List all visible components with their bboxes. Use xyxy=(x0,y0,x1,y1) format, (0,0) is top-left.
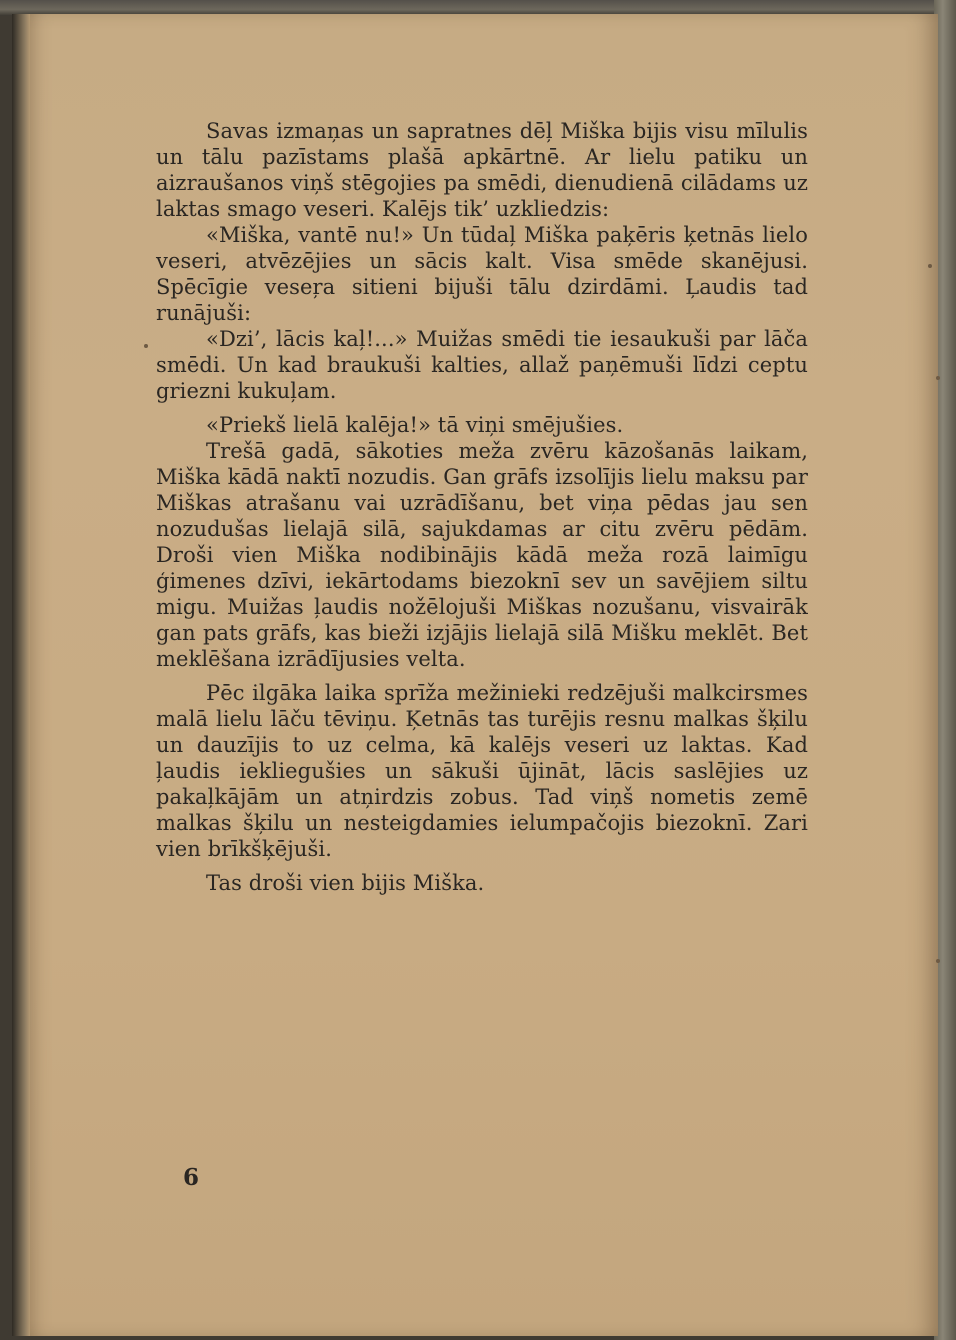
paper-speck xyxy=(144,344,148,348)
body-text xyxy=(156,118,808,896)
paragraph-4: «Priekš lielā kalēja!» tā viņi smējušies. xyxy=(206,413,624,437)
paragraph-2: «Miška, vantē nu!» Un tūdaļ Miška paķēris ķetnās lielo veseri, atvēzējies un sācis kalt. Visa smēde skanējusi. Spēcīgie veseŗa sitieni bijuši tālu dzirdāmi. Ļaudis tad runājuši: xyxy=(156,223,808,325)
page-gutter-shadow xyxy=(12,14,30,1336)
page-number: 6 xyxy=(183,1164,200,1191)
paper-speck xyxy=(928,264,932,268)
paper-speck xyxy=(936,959,940,963)
paragraph-6: Pēc ilgāka laika sprīža mežinieki redzējuši malkcirsmes malā lielu lāču tēviņu. Ķetnās tas turējis resnu malkas šķilu un dauzījis to uz celma, kā kalējs veseri uz laktas. Kad ļaudis iekliegušies un sākuši ūjināt, lācis saslējies uz pakaļkājām un atņirdzis zobus. Tad viņš nometis zemē malkas šķilu un nesteigdamies ielumpačojis biezoknī. Zari vien brīkšķējuši. xyxy=(156,681,808,861)
paragraph-3: «Dzi’, lācis kaļ!...» Muižas smēdi tie iesaukuši par lāča smēdi. Un kad braukuši kalties, allaž paņēmuši līdzi ceptu griezni kukuļam. xyxy=(156,327,808,403)
paper-speck xyxy=(936,376,940,380)
paragraph-5: Trešā gadā, sākoties meža zvēru kāzošanās laikam, Miška kādā naktī nozudis. Gan grāfs izsolījis lielu maksu par Miškas atrašanu vai uzrādīšanu, bet viņa pēdas jau sen nozudušas lielajā silā, sajukdamas ar citu zvēru pēdām. Droši vien Miška nodibinājis kādā meža rozā laimīgu ģimenes dzīvi, iekārtodams biezoknī sev un savējiem siltu migu. Muižas ļaudis nožēlojuši Miškas nozušanu, visvairāk gan pats grāfs, kas bieži izjājis lielajā silā Mišku meklēt. Bet meklēšana izrādījusies velta. xyxy=(156,439,808,671)
paragraph-1: Savas izmaņas un sapratnes dēļ Miška bijis visu mīlulis un tālu pazīstams plašā apkārtnē. Ar lielu patiku un aizraušanos viņš stēgojies pa smēdi, dienudienā cilādams uz laktas smago veseri. Kalējs tik’ uzkliedzis: xyxy=(156,119,808,221)
paragraph-7: Tas droši vien bijis Miška. xyxy=(206,871,485,895)
